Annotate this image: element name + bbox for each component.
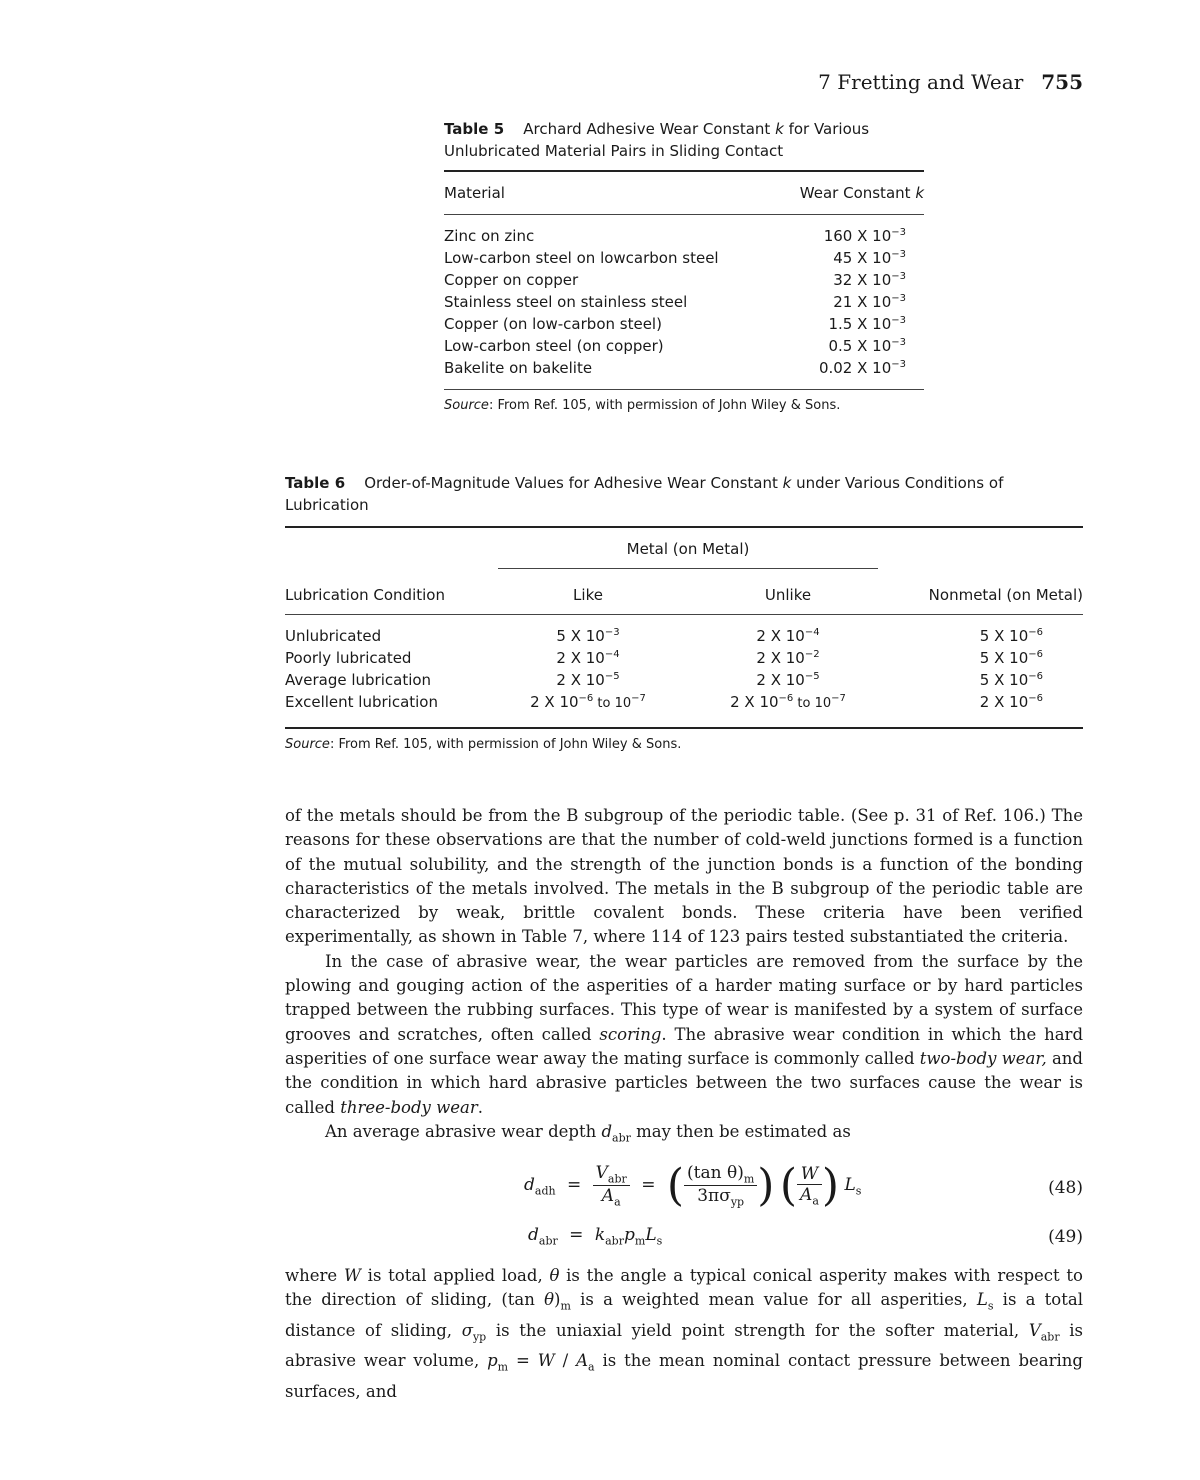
running-header	[818, 70, 1083, 94]
wear-constant-cell: 1.5 X $10^{-3}$	[828, 315, 906, 333]
table-rule	[285, 727, 1083, 729]
paragraph: of the metals should be from the B subgroup of the periodic table. (See p. 31 of Ref. 106.) The reasons for these observations are that the number of cold-weld junctions formed is a function of the mutual solubility, and the strength of the junction bonds is a function of the bonding characteristics of the metals involved. The metals in the B subgroup of the periodic table are characterized by weak, brittle covalent bonds. These criteria have been verified experimentally, as shown in Table 7, where 114 of 123 pairs tested substantiated the criteria.	[285, 806, 1083, 947]
table-5-col-wear-constant: Wear Constant k	[799, 184, 924, 202]
wear-constant-cell: 45 X $10^{-3}$	[833, 249, 906, 267]
like-cell: 5 X $10^{-3}$	[556, 627, 620, 645]
page-number: 755	[1041, 70, 1083, 94]
equation-48: $d_{adh}$ = $\frac{V_{abr}}{A_a}$ = ( $\frac{(\tan \theta)_m}{3\pi\sigma_{yp}}$ ) ( $\frac{W}{A_a}$ ) $L_s$	[524, 1160, 862, 1211]
table-row	[444, 291, 924, 313]
fraction: $\frac{W}{A_a}$	[797, 1164, 822, 1207]
equation-48-number: (48)	[1048, 1178, 1083, 1198]
body-text-continued	[285, 1264, 1083, 1404]
group-rule	[498, 568, 878, 569]
table-row	[444, 225, 924, 247]
equation-49-number: (49)	[1048, 1227, 1083, 1247]
body-text	[285, 804, 1083, 1150]
unlike-cell: 2 X $10^{-4}$	[756, 627, 820, 645]
wear-constant-cell: 0.02 X $10^{-3}$	[818, 359, 906, 377]
table-5-col-material: Material	[444, 184, 505, 202]
material-cell: Bakelite on bakelite	[444, 359, 593, 377]
condition-cell: Average lubrication	[285, 671, 432, 689]
material-cell: Low-carbon steel on lowcarbon steel	[444, 249, 719, 267]
unlike-cell: 2 X $10^{-6}$ to $10^{-7}$	[730, 693, 846, 711]
unlike-cell: 2 X $10^{-5}$	[756, 671, 820, 689]
table-row	[444, 313, 924, 335]
table-6-group-header: Metal (on Metal)	[626, 540, 750, 558]
table-row	[444, 247, 924, 269]
wear-constant-cell: 0.5 X $10^{-3}$	[828, 337, 906, 355]
like-cell: 2 X $10^{-4}$	[556, 649, 620, 667]
fraction: $\frac{V_{abr}}{A_a}$	[593, 1163, 630, 1209]
table-6-col-like: Like	[573, 586, 603, 604]
paragraph: An average abrasive wear depth $d_{abr}$ may then be estimated as	[325, 1121, 851, 1145]
table-rule	[444, 214, 924, 215]
table-6-col-condition: Lubrication Condition	[285, 586, 445, 604]
unlike-cell: 2 X $10^{-2}$	[756, 649, 820, 667]
equation-49: $d_{abr} = k_{abr}p_mL_s$	[528, 1225, 663, 1248]
table-6-source: Source: From Ref. 105, with permission of John Wiley & Sons.	[285, 737, 682, 752]
wear-constant-cell: 160 X $10^{-3}$	[823, 227, 906, 245]
nonmetal-cell: 5 X $10^{-6}$	[979, 627, 1043, 645]
material-cell: Copper (on low-carbon steel)	[444, 315, 662, 333]
material-cell: Zinc on zinc	[444, 227, 535, 245]
table-rule	[444, 389, 924, 390]
table-5-label: Table 5	[444, 120, 505, 138]
wear-constant-cell: 21 X $10^{-3}$	[833, 293, 906, 311]
chapter-title: 7 Fretting and Wear	[818, 70, 1024, 94]
table-row	[444, 357, 924, 379]
paragraph: In the case of abrasive wear, the wear particles are removed from the surface by the plowing and gouging action of the asperities of a harder mating surface or by hard particles trapped between the rubbing surfaces. This type of wear is manifested by a system of surface grooves and scratches, often called scoring. The abrasive wear condition in which the hard asperities of one surface wear away the mating surface is commonly called two-body wear, and the condition in which hard abrasive particles between the two surfaces cause the wear is called three-body wear.	[285, 951, 1084, 1117]
condition-cell: Poorly lubricated	[285, 649, 412, 667]
table-5	[444, 118, 924, 413]
nonmetal-cell: 5 X $10^{-6}$	[979, 649, 1043, 667]
table-6-body	[285, 615, 1083, 727]
table-5-grid	[444, 172, 924, 214]
table-5-caption: Table 5 Archard Adhesive Wear Constant k for Various Unlubricated Material Pairs in Sliding Contact	[444, 120, 870, 160]
table-5-source: Source: From Ref. 105, with permission of John Wiley & Sons.	[444, 398, 841, 413]
like-cell: 2 X $10^{-5}$	[556, 671, 620, 689]
table-6-label: Table 6	[285, 474, 346, 492]
table-5-body	[444, 225, 924, 379]
material-cell: Stainless steel on stainless steel	[444, 293, 688, 311]
condition-cell: Excellent lubrication	[285, 693, 438, 711]
nonmetal-cell: 5 X $10^{-6}$	[979, 671, 1043, 689]
table-6	[285, 472, 1083, 752]
fraction: $\frac{(\tan \theta)_m}{3\pi\sigma_{yp}}$	[684, 1163, 757, 1209]
table-6-col-nonmetal: Nonmetal (on Metal)	[928, 586, 1083, 604]
wear-constant-cell: 32 X $10^{-3}$	[833, 271, 906, 289]
material-cell: Copper on copper	[444, 271, 579, 289]
nonmetal-cell: 2 X $10^{-6}$	[979, 693, 1043, 711]
material-cell: Low-carbon steel (on copper)	[444, 337, 664, 355]
table-6-header	[285, 528, 1083, 614]
table-6-caption: Table 6 Order-of-Magnitude Values for Adhesive Wear Constant k under Various Conditions of Lubrication	[285, 474, 1004, 514]
table-row	[444, 335, 924, 357]
like-cell: 2 X $10^{-6}$ to $10^{-7}$	[530, 693, 646, 711]
paragraph: where W is total applied load, θ is the angle a typical conical asperity makes with respect to the direction of sliding, (tan $\theta)_m$ is a weighted mean value for all asperities, $L_s$ is a total distance of sliding, $\sigma_{yp}$ is the uniaxial yield point strength for the softer material, $V_{abr}$ is abrasive wear volume, $p_m = W / A_a$ is the mean nominal contact pressure between bearing surfaces, and	[285, 1266, 1083, 1402]
table-6-col-unlike: Unlike	[764, 586, 812, 604]
condition-cell: Unlubricated	[285, 627, 382, 645]
table-row	[444, 269, 924, 291]
